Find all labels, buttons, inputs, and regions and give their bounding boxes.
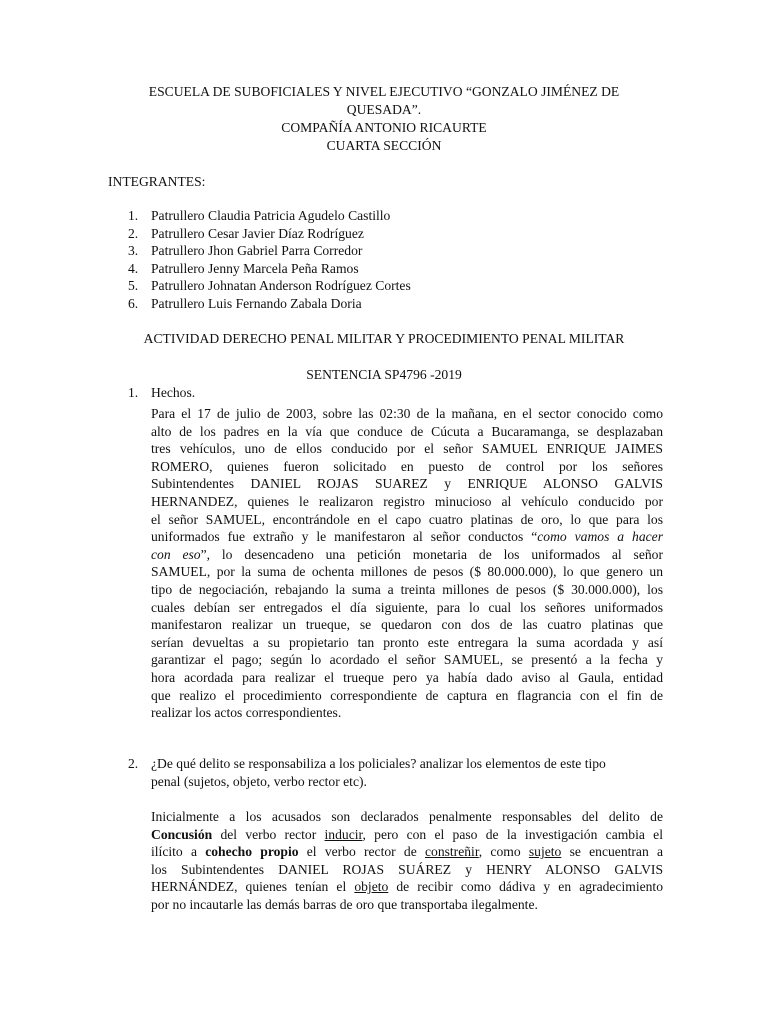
list-item: 1. Patrullero Claudia Patricia Agudelo Castillo (128, 208, 391, 223)
paragraph-line: HERNANDEZ, quienes le realizaron registro minucioso al vehículo conducido por (151, 493, 663, 509)
paragraph-line: SAMUEL, por la suma de ochenta millones de pesos ($ 80.000.000), lo que genero un (151, 564, 663, 580)
bold-term: cohecho propio (205, 844, 299, 860)
company-name: COMPAÑÍA ANTONIO RICAURTE (281, 120, 487, 135)
school-name-line2: QUESADA”. (346, 102, 422, 117)
paragraph-line: los Subintendentes DANIEL ROJAS SUÁREZ y HENRY ALONSO GALVIS (151, 861, 663, 877)
list-item: 3. Patrullero Jhon Gabriel Parra Corredor (128, 243, 363, 259)
list-item: 5. Patrullero Johnatan Anderson Rodríguez Cortes (128, 278, 411, 294)
paragraph-line: ROMERO, quienes fueron solicitado en puesto de control por los señores (151, 458, 663, 474)
sentencia-title: SENTENCIA SP4796 -2019 (306, 367, 462, 382)
paragraph-line: el señor SAMUEL, encontrándole en el capo cuatro platinas de oro, lo que para los (151, 511, 663, 527)
list-item: 2. Patrullero Cesar Javier Díaz Rodríguez (128, 225, 364, 241)
members-label: INTEGRANTES: (108, 174, 206, 189)
question-2: 2. ¿De qué delito se responsabiliza a los policiales? analizar los elementos de este tipo (128, 756, 606, 771)
underlined-term: objeto (354, 879, 389, 895)
answer-paragraph (151, 808, 663, 914)
paragraph-line: alto de los padres en la vía que conduce de Cúcuta a Bucaramanga, se desplazaban (151, 423, 663, 439)
paragraph-line: ilícito a cohecho propio el verbo rector de constreñir, como sujeto se encuentran a (151, 844, 664, 860)
question-2-continuation: penal (sujetos, objeto, verbo rector etc). (151, 774, 367, 789)
activity-title: ACTIVIDAD DERECHO PENAL MILITAR Y PROCEDIMIENTO PENAL MILITAR (143, 331, 625, 346)
underlined-term: inducir (324, 826, 363, 842)
underlined-term: sujeto (528, 844, 562, 860)
school-name-line1: ESCUELA DE SUBOFICIALES Y NIVEL EJECUTIVO “GONZALO JIMÉNEZ DE (148, 84, 620, 99)
members-list (128, 207, 411, 313)
question-1: 1. Hechos. (128, 385, 196, 400)
paragraph-line: Para el 17 de julio de 2003, sobre las 02:30 de la mañana, en el sector conocido como (151, 406, 663, 421)
paragraph-line: manifestaron realizar un trueque, se quedaron con dos de las cuatro platinas que (151, 617, 663, 633)
paragraph-line: hora acordada para realizar el trueque pero ya había dado aviso al Gaula, entidad (151, 669, 663, 685)
paragraph-line: Inicialmente a los acusados son declarados penalmente responsables del delito de (151, 809, 663, 824)
paragraph-line: con eso”, lo desencadeno una petición monetaria de los uniformados al señor (151, 546, 663, 562)
paragraph-line: HERNÁNDEZ, quienes tenían el objeto de recibir como dádiva y en agradecimiento (151, 879, 663, 895)
paragraph-line: por no incautarle las demás barras de oro que transportaba ilegalmente. (151, 896, 538, 912)
paragraph-line: tipo de negociación, rebajando la suma a treinta millones de pesos ($ 30.000.000), los (151, 581, 663, 597)
bold-term: Concusión (151, 826, 213, 842)
underlined-term: constreñir (424, 844, 479, 860)
paragraph-line: realizar los actos correspondientes. (151, 705, 342, 721)
paragraph-line: Concusión del verbo rector inducir, pero con el paso de la investigación cambia el (151, 826, 663, 842)
paragraph-line: Subintendentes DANIEL ROJAS SUAREZ y ENRIQUE ALONSO GALVIS (151, 476, 663, 492)
italic-quote: como vamos a hacer (537, 529, 663, 545)
facts-paragraph (151, 405, 663, 722)
paragraph-line: cuales debían ser entregados el día siguiente, para lo cual los señores uniformados (151, 599, 663, 615)
list-item: 6. Patrullero Luis Fernando Zabala Doria (128, 295, 362, 311)
paragraph-line: serían devueltas a su propietario tan pronto este entregara la suma acordada y así (151, 634, 663, 650)
paragraph-line: uniformados fue extraño y le manifestaron al señor conductos “como vamos a hacer (151, 529, 663, 545)
paragraph-line: tres vehículos, uno de ellos conducido por el señor SAMUEL ENRIQUE JAIMES (151, 441, 663, 457)
paragraph-line: que realizo el procedimiento correspondiente de captura en flagrancia con el fin de (151, 687, 663, 703)
document-header (110, 83, 658, 155)
list-item: 4. Patrullero Jenny Marcela Peña Ramos (128, 260, 359, 276)
italic-quote: con eso (151, 546, 201, 562)
section-name: CUARTA SECCIÓN (326, 138, 442, 153)
paragraph-line: garantizar el pago; según lo acordado el señor SAMUEL, se presentó a la fecha y (151, 652, 663, 668)
